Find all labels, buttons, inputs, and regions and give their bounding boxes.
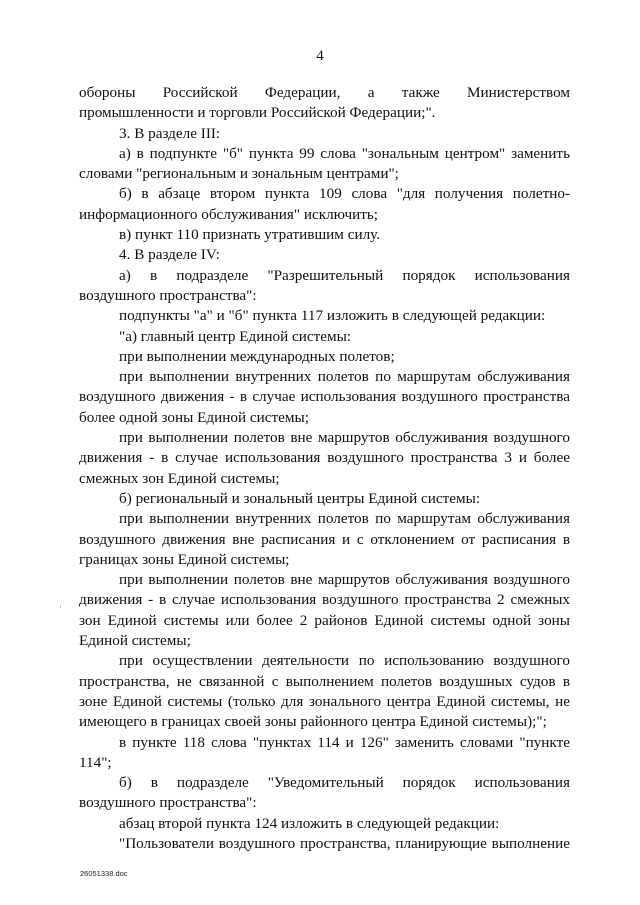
paragraph: при осуществлении деятельности по использованию воздушного пространства, не связанной с выполнением полетов воздушных судов в зоне Единой системы (только для зонального центра Единой системы, не имеющего в границах своей зоны районного центра Единой системы);"; <box>79 652 570 731</box>
paragraph: при выполнении полетов вне маршрутов обслуживания воздушного движения - в случае использования воздушного пространства 3 и более смежных зон Единой системы; <box>79 429 570 487</box>
paragraph: при выполнении внутренних полетов по маршрутам обслуживания воздушного движения - в случае использования воздушного пространства более одной зоны Единой системы; <box>79 368 570 426</box>
paragraph: "а) главный центр Единой системы: <box>119 327 352 345</box>
paragraph: б) в подразделе "Уведомительный порядок использования воздушного пространства": <box>79 774 570 812</box>
paragraph: абзац второй пункта 124 изложить в следующей редакции: <box>119 814 500 832</box>
paragraph: при выполнении внутренних полетов по маршрутам обслуживания воздушного движения вне расписания и с отклонением от расписания в границах зоны Единой системы; <box>79 510 570 568</box>
scan-mark <box>60 605 61 608</box>
paragraph: а) в подразделе "Разрешительный порядок использования воздушного пространства": <box>79 266 570 304</box>
paragraph: а) в подпункте "б" пункта 99 слова "зональным центром" заменить словами "региональным и зональным центрами"; <box>79 144 570 183</box>
paragraph: 4. В разделе IV: <box>119 246 220 264</box>
paragraph: б) в абзаце втором пункта 109 слова "для получения полетно-информационного обслуживания" исключить; <box>79 185 570 223</box>
footer-filename: 26051338.doc <box>80 869 128 878</box>
paragraph: в) пункт 110 признать утратившим силу. <box>119 226 381 244</box>
paragraph: подпункты "а" и "б" пункта 117 изложить в следующей редакции: <box>119 307 546 325</box>
paragraph: б) региональный и зональный центры Единой системы: <box>119 489 481 507</box>
document-body <box>79 83 570 854</box>
paragraph: при выполнении полетов вне маршрутов обслуживания воздушного движения - в случае использования воздушного пространства 2 смежных зон Единой системы или более 2 районов Единой системы одной зоны Единой системы; <box>79 571 570 650</box>
paragraph: 3. В разделе III: <box>119 124 221 142</box>
paragraph: "Пользователи воздушного пространства, планирующие выполнение <box>119 834 570 852</box>
paragraph: в пункте 118 слова "пунктах 114 и 126" заменить словами "пункте 114"; <box>79 733 570 771</box>
page-number: 4 <box>316 48 324 64</box>
paragraph: обороны Российской Федерации, а также Министерством промышленности и торговли Российской Федерации;". <box>79 84 570 122</box>
paragraph: при выполнении международных полетов; <box>119 347 395 365</box>
